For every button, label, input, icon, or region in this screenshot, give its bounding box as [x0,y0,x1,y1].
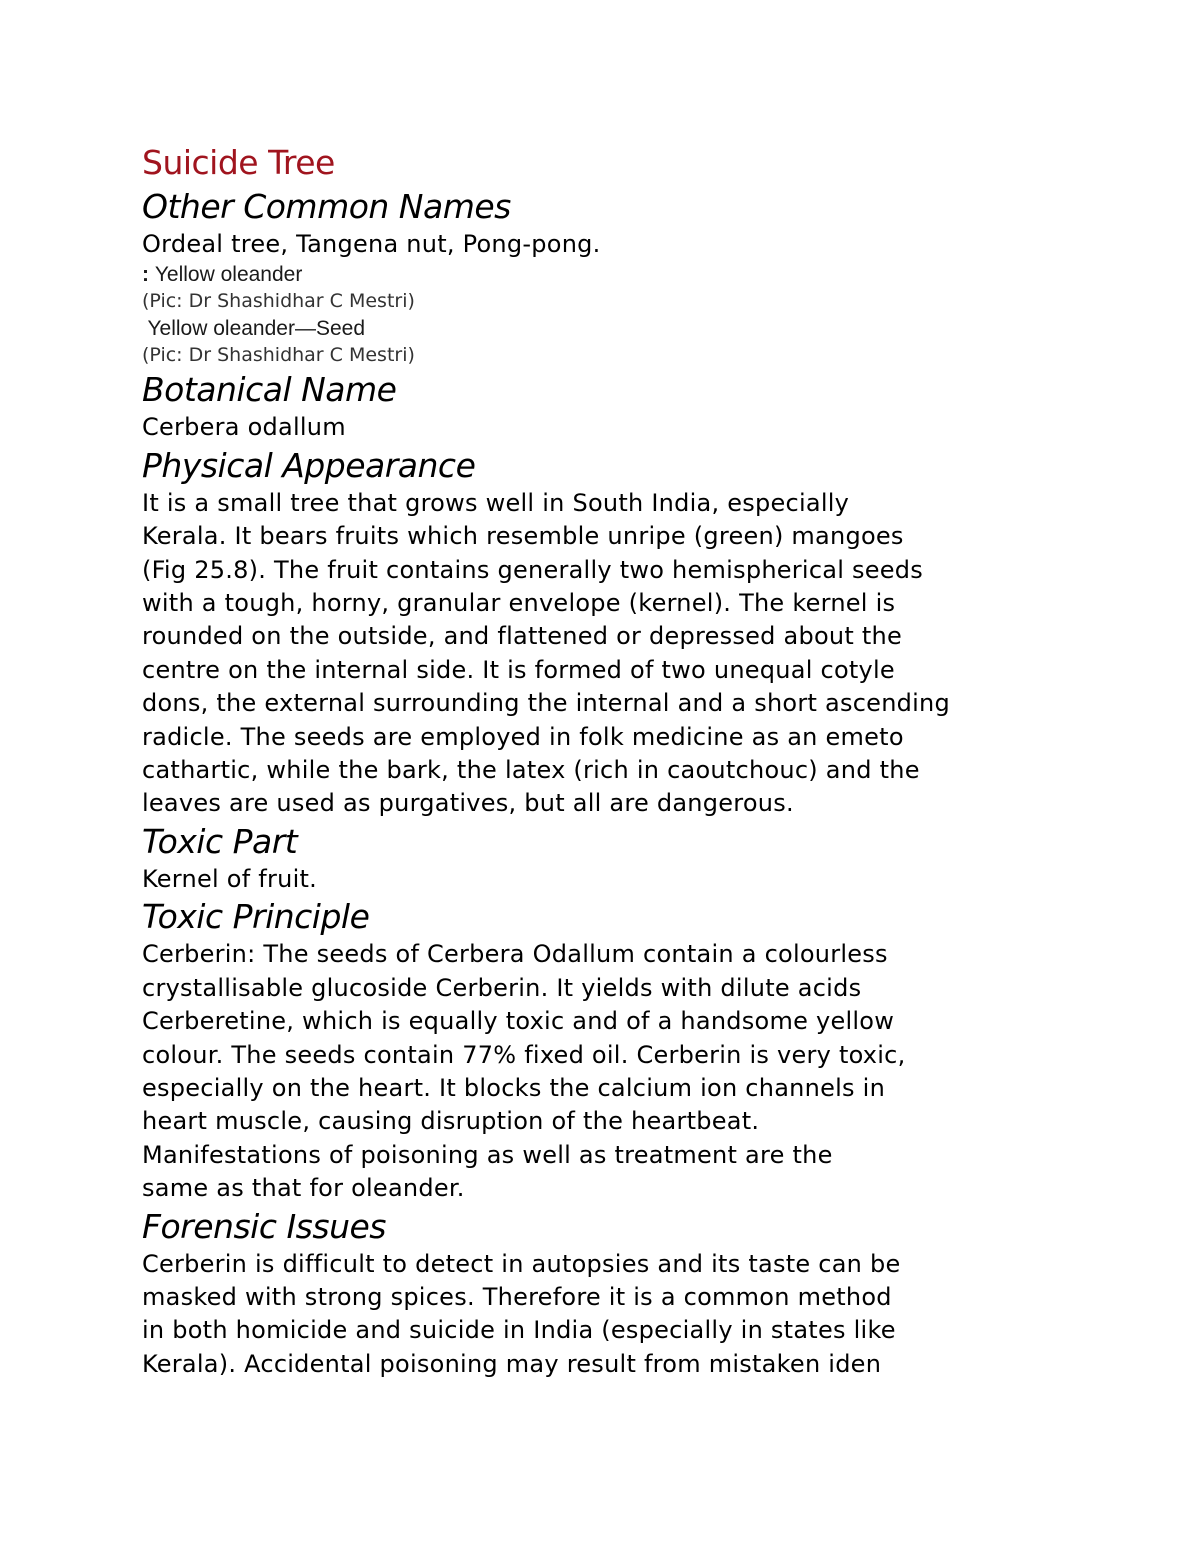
heading-other-common-names: Other Common Names [142,187,511,226]
other-names-text: Ordeal tree, Tangena nut, Pong-pong. [142,230,601,258]
heading-toxic-principle: Toxic Principle [142,897,370,937]
physical-appearance-paragraph [142,487,1142,821]
paragraph-line: especially on the heart. It blocks the calcium ion channels in [142,1073,886,1102]
paragraph-line: same as that for oleander. [142,1174,465,1203]
paragraph-line: dons, the external surrounding the internal and a short ascending [142,689,951,718]
paragraph-line: crystallisable glucoside Cerberin. It yields with dilute acids [142,973,862,1002]
paragraph-line: radicle. The seeds are employed in folk medicine as an emeto [142,722,904,751]
paragraph-line: Kerala. It bears fruits which resemble unripe (green) mangoes [142,522,904,551]
caption-label: Yellow oleander—Seed [142,317,366,341]
figure-caption-yellow-oleander-seed [142,315,1142,342]
paragraph-line: in both homicide and suicide in India (especially in states like [142,1316,896,1345]
heading-physical-appearance: Physical Appearance [142,445,476,485]
paragraph-line: heart muscle, causing disruption of the heartbeat. [142,1107,760,1136]
page-title: Suicide Tree [142,143,335,182]
document-page [142,140,1142,1381]
paragraph-line: Cerberin is difficult to detect in autopsies and its taste can be [142,1249,901,1278]
paragraph-line: Kerala). Accidental poisoning may result from mistaken iden [142,1349,882,1378]
paragraph-line: Cerberin: The seeds of Cerbera Odallum contain a colourless [142,940,888,969]
botanical-name-text: Cerbera odallum [142,413,346,442]
paragraph-line: cathartic, while the bark, the latex (rich in caoutchouc) and the [142,756,920,785]
paragraph-line: colour. The seeds contain 77% fixed oil. Cerberin is very toxic, [142,1040,906,1069]
figure-credit-2: (Pic: Dr Shashidhar C Mestri) [142,344,415,367]
forensic-issues-paragraph [142,1248,1142,1382]
caption-label: Yellow oleander [154,263,303,287]
toxic-part-text: Kernel of fruit. [142,864,318,893]
paragraph-line: masked with strong spices. Therefore it is a common method [142,1282,892,1311]
paragraph-line: Manifestations of poisoning as well as treatment are the [142,1140,833,1169]
heading-forensic-issues: Forensic Issues [142,1206,386,1246]
heading-toxic-part: Toxic Part [142,821,298,861]
paragraph-line: with a tough, horny, granular envelope (kernel). The kernel is [142,589,896,618]
heading-botanical-name: Botanical Name [142,370,397,410]
paragraph-line: It is a small tree that grows well in South India, especially [142,488,850,517]
paragraph-line: centre on the internal side. It is formed of two unequal cotyle [142,655,895,684]
paragraph-line: leaves are used as purgatives, but all are dangerous. [142,789,794,818]
figure-caption-yellow-oleander [142,261,1142,288]
paragraph-line: (Fig 25.8). The fruit contains generally two hemispherical seeds [142,555,924,584]
paragraph-line: Cerberetine, which is equally toxic and of a handsome yellow [142,1007,895,1036]
figure-credit-1: (Pic: Dr Shashidhar C Mestri) [142,290,415,313]
caption-prefix: : [142,263,155,287]
toxic-principle-paragraph [142,938,1142,1205]
paragraph-line: rounded on the outside, and flattened or depressed about the [142,622,903,651]
